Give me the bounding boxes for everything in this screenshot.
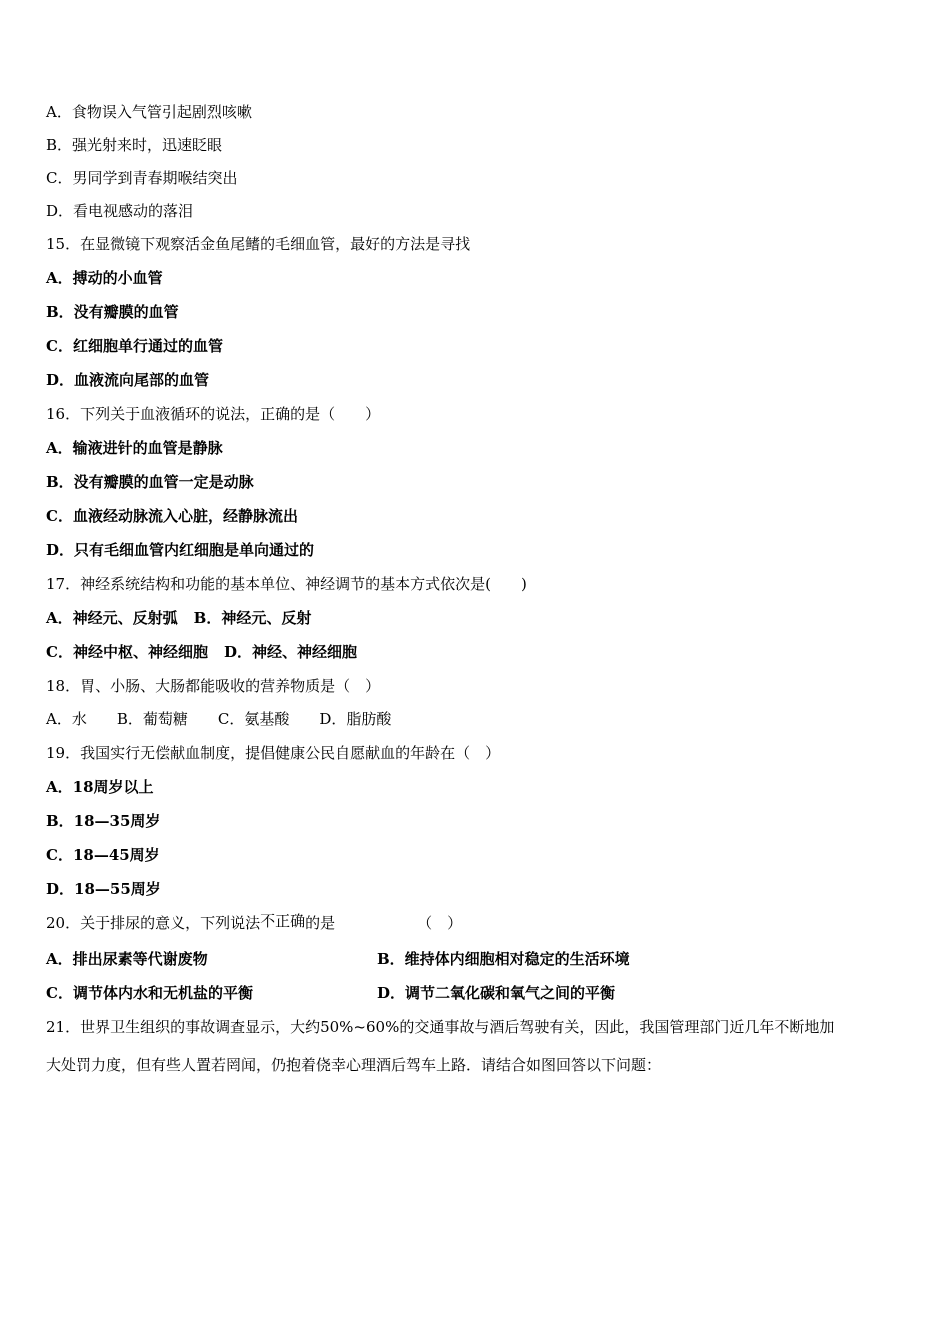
q19-option-c: C．18—45周岁 — [46, 846, 160, 864]
q20-stem — [46, 913, 462, 933]
q20-stem-prefix: 20．关于排尿的意义，下列说法 — [46, 914, 261, 932]
q15-stem: 15．在显微镜下观察活金鱼尾鳍的毛细血管，最好的方法是寻找 — [46, 235, 471, 253]
q18-option-c: C．氨基酸 — [217, 710, 290, 728]
q15-option-d: D．血液流向尾部的血管 — [46, 371, 210, 389]
q17-option-d: D．神经、神经细胞 — [223, 643, 357, 661]
q19-option-a: A．18周岁以上 — [46, 778, 154, 796]
q19-option-d: D．18—55周岁 — [46, 880, 161, 898]
q18-option-b: B．葡萄糖 — [116, 710, 188, 728]
q19-stem: 19．我国实行无偿献血制度，提倡健康公民自愿献血的年龄在（ ） — [46, 744, 501, 762]
q16-option-a: A．输液进针的血管是静脉 — [46, 439, 223, 457]
q17-options-row-1 — [46, 608, 311, 628]
q17-option-a: A．神经元、反射弧 — [46, 609, 178, 627]
q15-option-a: A．搏动的小血管 — [46, 269, 163, 287]
q19-option-b: B．18—35周岁 — [46, 812, 161, 830]
q20-option-b: B．维持体内细胞相对稳定的生活环境 — [377, 950, 630, 968]
q18-stem: 18．胃、小肠、大肠都能吸收的营养物质是（ ） — [46, 677, 381, 695]
q20-stem-bracket: （ ） — [417, 914, 463, 932]
q20-option-d: D．调节二氧化碳和氧气之间的平衡 — [377, 984, 616, 1002]
q16-option-c: C．血液经动脉流入心脏，经静脉流出 — [46, 507, 298, 525]
q17-options-row-2 — [46, 642, 357, 662]
q17-option-c: C．神经中枢、神经细胞 — [46, 643, 208, 661]
q20-option-c: C．调节体内水和无机盐的平衡 — [46, 984, 253, 1002]
q20-options-row-2 — [46, 983, 616, 1003]
q18-option-a: A．水 — [46, 710, 87, 728]
q21-stem-line-2: 大处罚力度，但有些人置若罔闻，仍抱着侥幸心理酒后驾车上路．请结合如图回答以下问题： — [46, 1056, 662, 1074]
q16-option-d: D．只有毛细血管内红细胞是单向通过的 — [46, 541, 315, 559]
q17-option-b: B．神经元、反射 — [193, 609, 312, 627]
q20-option-a: A．排出尿素等代谢废物 — [46, 950, 208, 968]
q14-option-b: B．强光射来时，迅速眨眼 — [46, 136, 223, 154]
q14-option-a: A．食物误入气管引起剧烈咳嗽 — [46, 103, 252, 121]
q20-stem-suffix: 的是 — [305, 914, 336, 932]
q18-option-d: D．脂肪酸 — [319, 710, 392, 728]
q15-option-c: C．红细胞单行通过的血管 — [46, 337, 223, 355]
q18-options-row — [46, 709, 391, 729]
q17-stem: 17．神经系统结构和功能的基本单位、神经调节的基本方式依次是( ) — [46, 575, 527, 593]
q14-option-d: D．看电视感动的落泪 — [46, 202, 194, 220]
q15-option-b: B．没有瓣膜的血管 — [46, 303, 179, 321]
q20-options-row-1 — [46, 949, 630, 969]
q14-option-c: C．男同学到青春期喉结突出 — [46, 169, 238, 187]
q16-stem: 16．下列关于血液循环的说法，正确的是（ ） — [46, 405, 381, 423]
q21-stem-line-1: 21．世界卫生组织的事故调查显示，大约50%~60%的交通事故与酒后驾驶有关，因此，我国管理部门近几年不断地加 — [46, 1018, 835, 1036]
q16-option-b: B．没有瓣膜的血管一定是动脉 — [46, 473, 254, 491]
q20-stem-emphasis: 不正确 — [260, 912, 306, 930]
